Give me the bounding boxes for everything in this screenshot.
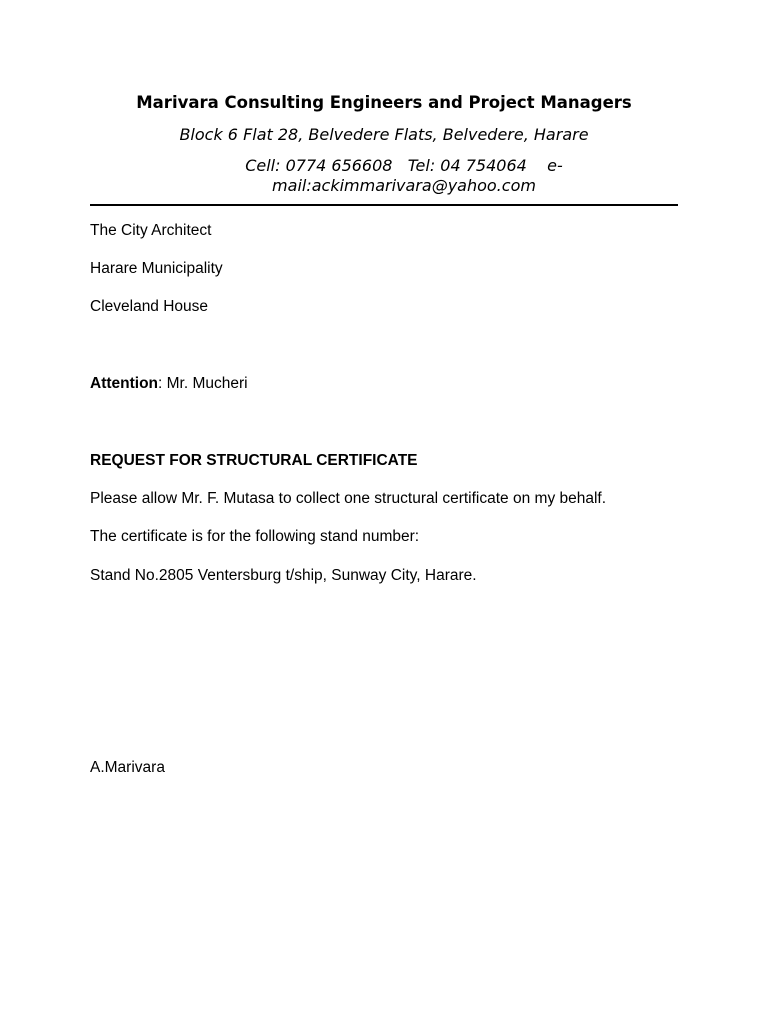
letterhead (90, 90, 678, 196)
signature-name: A.Marivara (90, 759, 165, 776)
recipient-line-2: Harare Municipality (90, 260, 223, 277)
subject-heading: REQUEST FOR STRUCTURAL CERTIFICATE (90, 452, 418, 469)
attention-line (90, 374, 248, 394)
company-contact: Cell: 0774 656608 Tel: 04 754064 e-mail:ackimmarivara@yahoo.com (245, 156, 563, 195)
recipient-line-1: The City Architect (90, 222, 212, 239)
body-paragraph-1: Please allow Mr. F. Mutasa to collect one structural certificate on my behalf. (90, 490, 607, 507)
attention-label: Attention (90, 375, 159, 392)
letterhead-divider (90, 204, 678, 206)
body-paragraph-2: The certificate is for the following stand number: (90, 528, 420, 545)
recipient-line-3: Cleveland House (90, 298, 209, 315)
attention-separator: : (158, 375, 163, 392)
body-paragraph-3: Stand No.2805 Ventersburg t/ship, Sunway City, Harare. (90, 567, 477, 584)
attention-value: Mr. Mucheri (162, 375, 248, 392)
company-name: Marivara Consulting Engineers and Project Managers (136, 93, 632, 112)
company-address: Block 6 Flat 28, Belvedere Flats, Belvedere, Harare (179, 125, 589, 144)
